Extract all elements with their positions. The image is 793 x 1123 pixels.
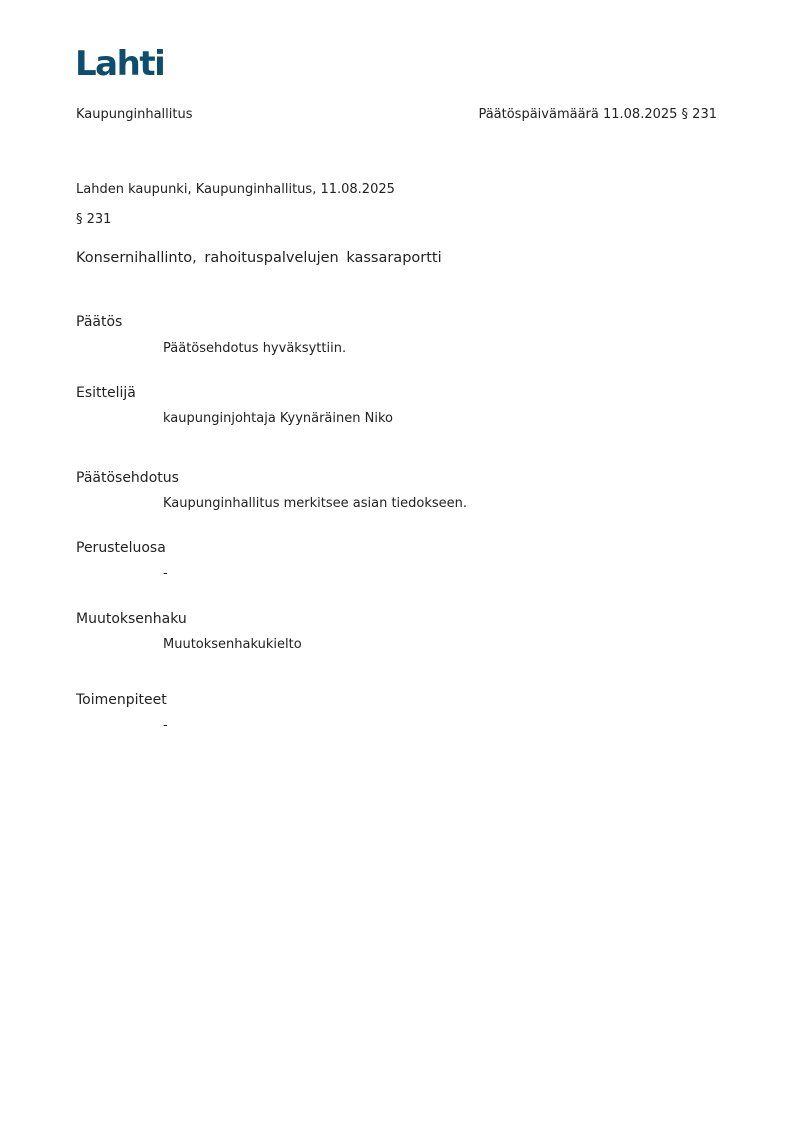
section-heading-appeal: Muutoksenhaku — [76, 611, 187, 627]
header-decision-date: Päätöspäivämäärä 11.08.2025 § 231 — [478, 107, 717, 122]
section-heading-rationale: Perusteluosa — [76, 540, 166, 556]
meeting-line: Lahden kaupunki, Kaupunginhallitus, 11.08.2025 — [76, 182, 395, 197]
header-organ: Kaupunginhallitus — [76, 107, 193, 122]
section-heading-proposal: Päätösehdotus — [76, 470, 179, 486]
section-text-appeal: Muutoksenhakukielto — [163, 637, 302, 652]
section-heading-actions: Toimenpiteet — [76, 692, 167, 708]
section-number: § 231 — [76, 212, 112, 227]
section-heading-presenter: Esittelijä — [76, 385, 136, 401]
section-heading-decision: Päätös — [76, 314, 123, 330]
section-text-rationale: - — [163, 566, 168, 581]
section-text-decision: Päätösehdotus hyväksyttiin. — [163, 341, 347, 356]
document-title: Konsernihallinto, rahoituspalvelujen kassaraportti — [76, 250, 442, 266]
lahti-logo: Lahti — [75, 44, 165, 84]
section-text-actions: - — [163, 718, 168, 733]
section-text-presenter: kaupunginjohtaja Kyynäräinen Niko — [163, 411, 393, 426]
section-text-proposal: Kaupunginhallitus merkitsee asian tiedokseen. — [163, 496, 468, 511]
